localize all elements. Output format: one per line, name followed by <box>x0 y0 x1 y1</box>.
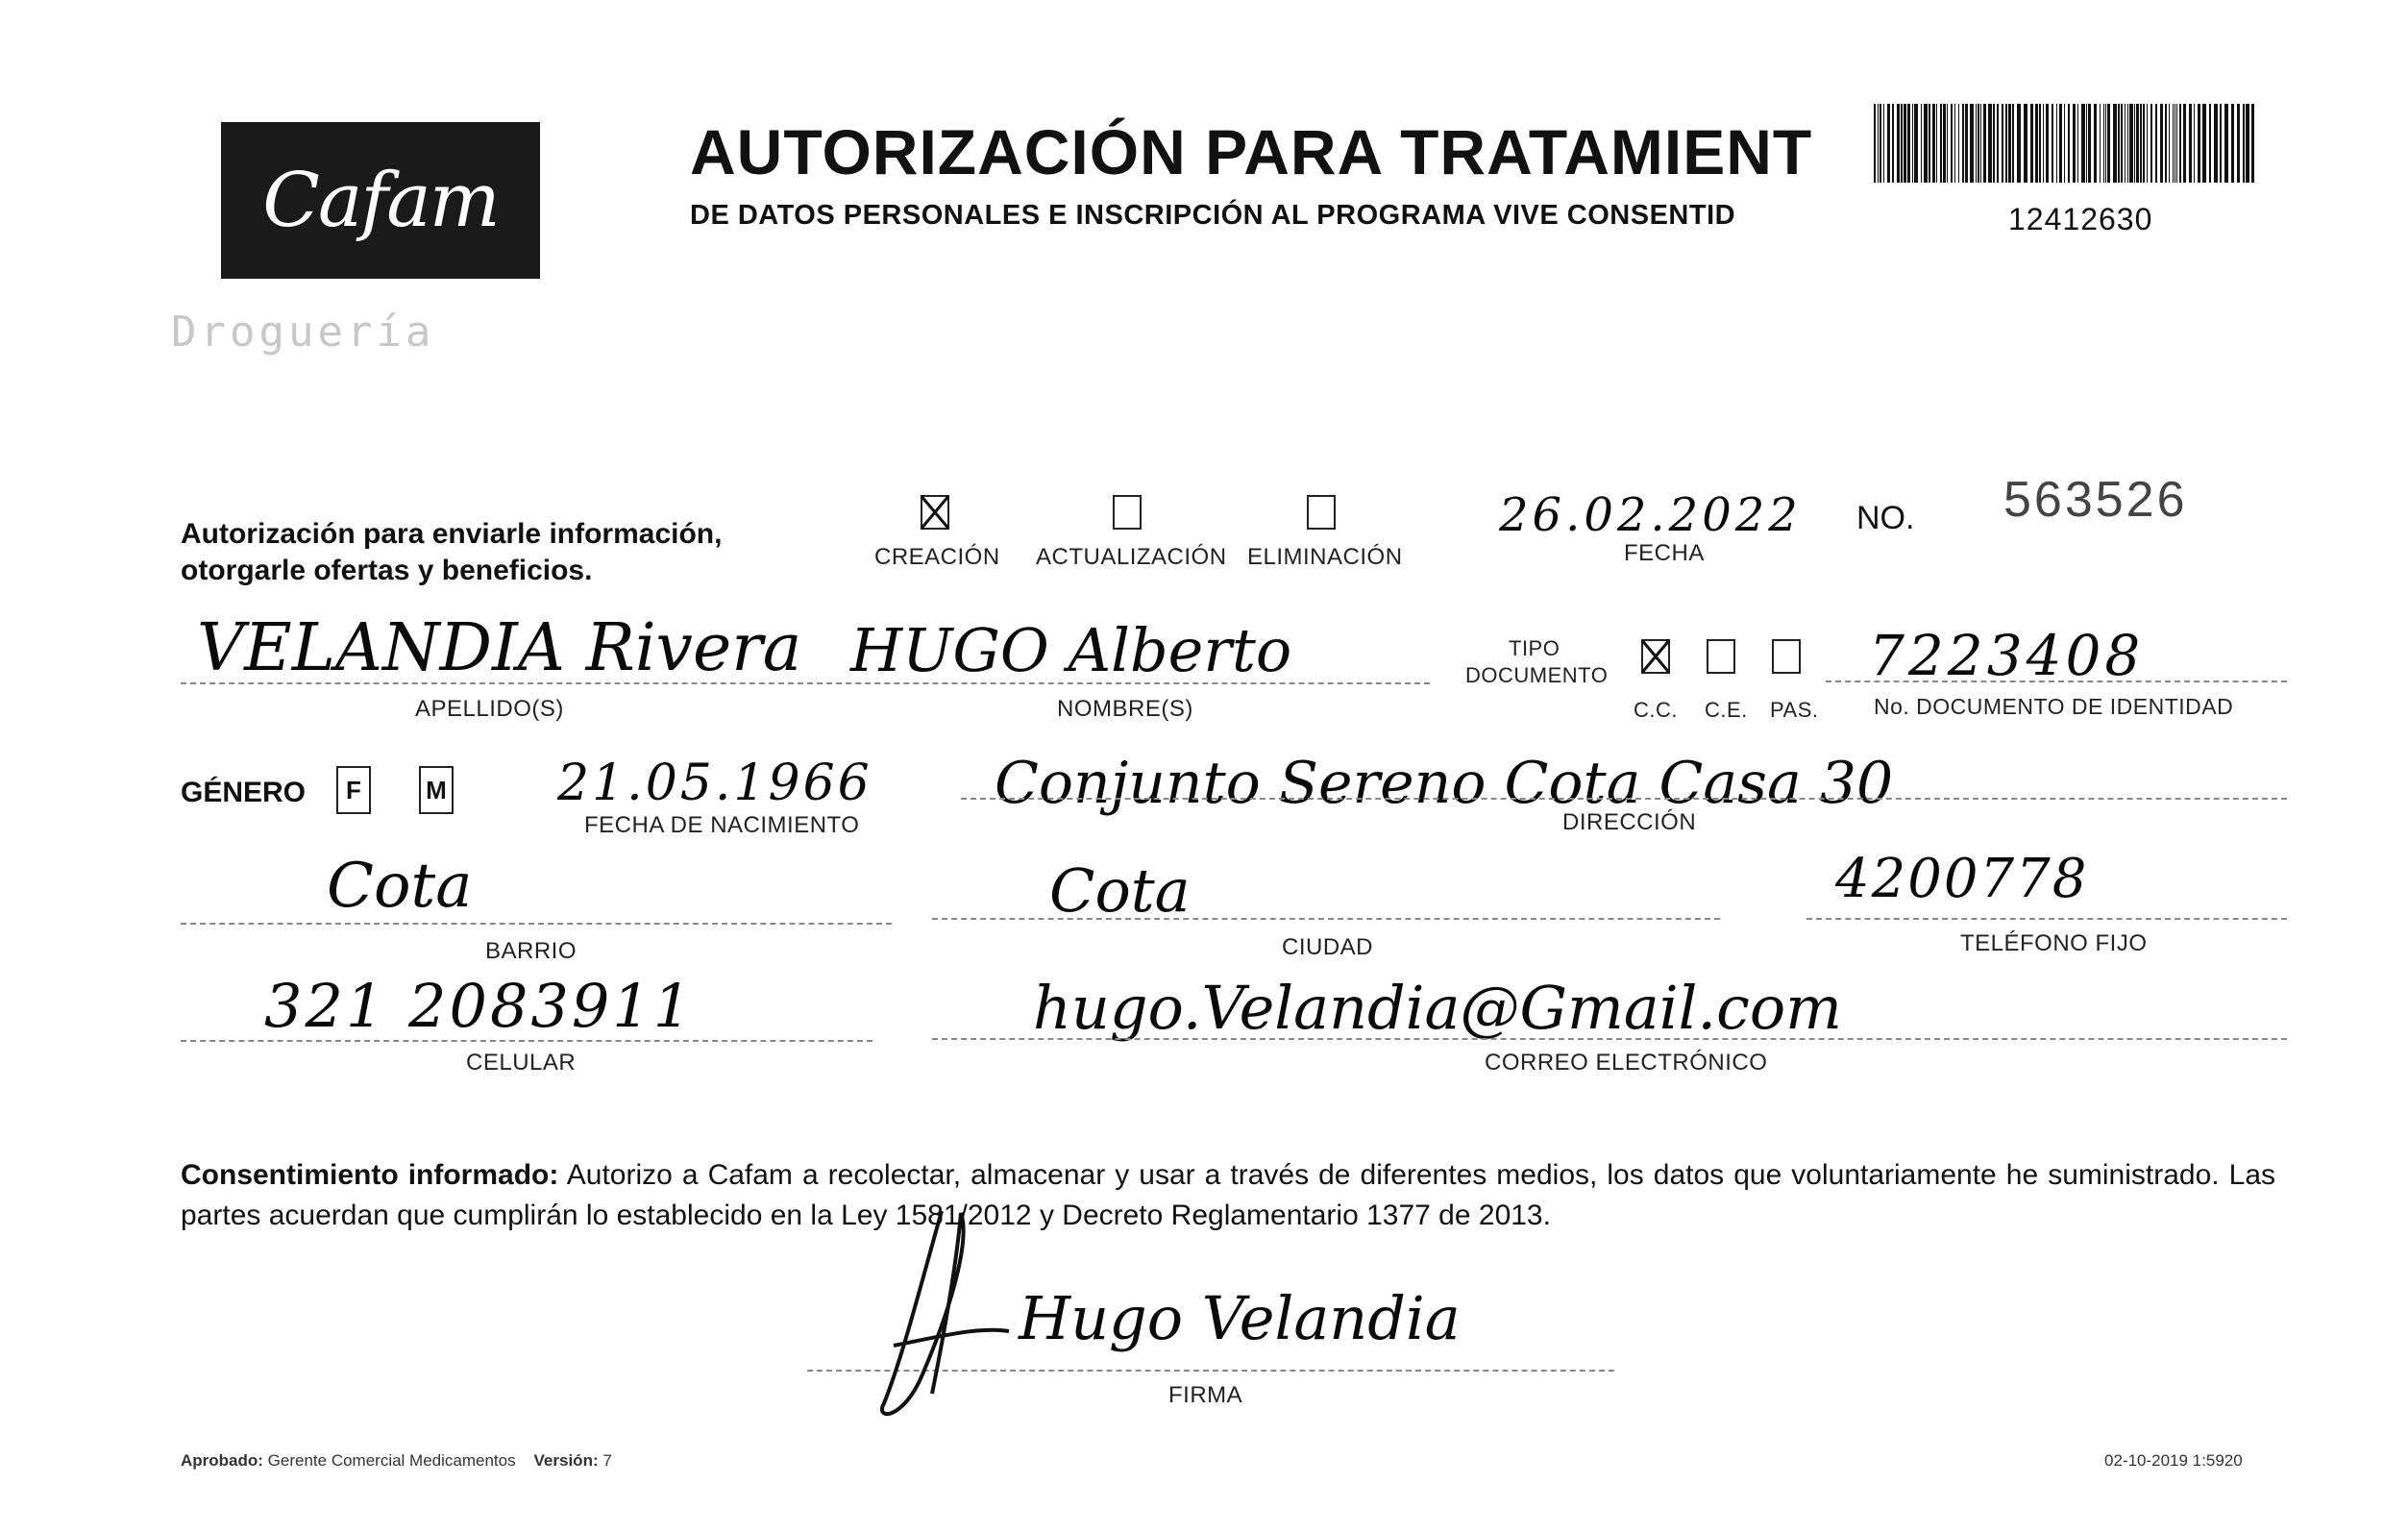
barcode-bar <box>2056 104 2057 183</box>
barcode-bar <box>2008 104 2011 183</box>
aprobado-label: Aprobado: <box>181 1451 263 1470</box>
form-subtitle: DE DATOS PERSONALES E INSCRIPCIÓN AL PROGRAMA VIVE CONSENTID <box>690 200 1736 231</box>
barcode-bar <box>2165 104 2167 183</box>
eliminacion-checkbox[interactable] <box>1307 495 1336 530</box>
barcode-bar <box>2147 104 2148 183</box>
barcode-bar <box>1883 104 1884 183</box>
barcode-bar <box>1962 104 1964 183</box>
documento-label: No. DOCUMENTO DE IDENTIDAD <box>1874 694 2234 719</box>
creacion-checkbox[interactable] <box>921 495 949 530</box>
creacion-label: CREACIÓN <box>874 544 1000 570</box>
cafam-logo <box>221 122 540 279</box>
aprobado-value: Gerente Comercial Medicamentos <box>267 1451 516 1470</box>
barcode-bar <box>1951 104 1953 183</box>
barcode-bar <box>2012 104 2014 183</box>
barcode-bar <box>2059 104 2062 183</box>
barcode-number: 12412630 <box>2008 202 2153 236</box>
authorization-label-line2: otorgarle ofertas y beneficios. <box>181 555 593 586</box>
barcode-bar <box>1929 104 1930 183</box>
documento-value[interactable]: 7223408 <box>1869 623 2145 688</box>
nombres-value[interactable]: HUGO Alberto <box>850 615 1292 685</box>
pas-checkbox[interactable] <box>1772 639 1801 674</box>
barcode-bar <box>1983 104 1986 183</box>
barcode-bar <box>2183 104 2186 183</box>
barcode-bar <box>1901 104 1903 183</box>
barcode-bar <box>2068 104 2070 183</box>
barcode-bar <box>2237 104 2240 183</box>
barcode-bar <box>2251 104 2254 183</box>
name-line <box>181 682 1430 684</box>
nacimiento-value[interactable]: 21.05.1966 <box>557 755 872 812</box>
barcode-bar <box>2136 104 2139 183</box>
direccion-value[interactable]: Conjunto Sereno Cota Casa 30 <box>995 750 1894 817</box>
barcode-bar <box>2214 104 2218 183</box>
barcode-bar <box>2030 104 2033 183</box>
actualizacion-checkbox[interactable] <box>1113 495 1142 530</box>
footer-right: 02-10-2019 1:5920 <box>2104 1451 2243 1470</box>
correo-line <box>932 1038 2287 1040</box>
barcode-bar <box>2086 104 2087 183</box>
actualizacion-label: ACTUALIZACIÓN <box>1036 544 1227 570</box>
barcode-bar <box>1954 104 1955 183</box>
barcode-bar <box>1947 104 1948 183</box>
genero-label: GÉNERO <box>181 777 307 808</box>
barcode-bar <box>2103 104 2104 183</box>
barrio-value[interactable]: Cota <box>327 851 473 922</box>
barcode-bar <box>2140 104 2142 183</box>
version-value: 7 <box>602 1451 612 1470</box>
barcode-bar <box>2100 104 2101 183</box>
barcode-bar <box>1878 104 1879 183</box>
barcode-bar <box>1880 104 1881 183</box>
genero-f-label: F <box>346 775 361 804</box>
telefono-value[interactable]: 4200778 <box>1835 848 2089 910</box>
barcode-bar <box>1970 104 1974 183</box>
ce-checkbox[interactable] <box>1707 639 1735 674</box>
consent-text: Autorizo a Cafam a recolectar, almacenar y usar a través de diferentes medios, los datos que voluntariamente he suministrado. Las partes acuerdan que cumplirán lo establecido en la Ley 1581/2012 y Decreto Reglamentario 1377 de 2013. <box>181 1159 2275 1231</box>
barcode-bar <box>2198 104 2200 183</box>
barcode-bar <box>2169 104 2170 183</box>
barcode-bar <box>2005 104 2007 183</box>
barcode-bar <box>2134 104 2135 183</box>
ciudad-value[interactable]: Cota <box>1049 855 1191 926</box>
tipo-documento-label-1: TIPO <box>1509 636 1560 660</box>
celular-value[interactable]: 321 2083911 <box>264 971 695 1041</box>
direccion-label: DIRECCIÓN <box>1562 809 1697 835</box>
fecha-value[interactable]: 26.02.2022 <box>1499 488 1802 542</box>
barcode-bar <box>1980 104 1981 183</box>
barcode-bar <box>2160 104 2163 183</box>
barrio-label: BARRIO <box>485 938 577 964</box>
barcode-bar <box>1892 104 1894 183</box>
direccion-line <box>961 798 2287 800</box>
barcode-bar <box>2173 104 2174 183</box>
barcode-bar <box>2064 104 2065 183</box>
barcode-bar <box>1978 104 1979 183</box>
footer-left <box>181 1451 612 1471</box>
barcode-bar <box>2176 104 2177 183</box>
barcode-bar <box>1897 104 1900 183</box>
barcode-bar <box>1997 104 1999 183</box>
barcode-bar <box>1940 104 1942 183</box>
barcode-bar <box>2088 104 2091 183</box>
apellidos-label: APELLIDO(S) <box>415 696 564 722</box>
barcode-bar <box>1993 104 1995 183</box>
barcode-bar <box>1976 104 1977 183</box>
barcode-bar <box>2052 104 2053 183</box>
barcode-bar <box>1907 104 1910 183</box>
drogueria-stamp: Droguería <box>171 308 435 357</box>
barcode-bar <box>2107 104 2110 183</box>
barcode-bar <box>2039 104 2041 183</box>
barcode-bar <box>2150 104 2152 183</box>
barcode-bar <box>2129 104 2133 183</box>
barcode-bar <box>1958 104 1959 183</box>
authorization-label <box>181 516 722 589</box>
consent-heading: Consentimiento informado: <box>181 1159 559 1191</box>
barcode-bar <box>2017 104 2021 183</box>
barcode-bar <box>1943 104 1946 183</box>
celular-label: CELULAR <box>466 1050 577 1076</box>
barcode-bar <box>1965 104 1968 183</box>
eliminacion-label: ELIMINACIÓN <box>1247 544 1403 570</box>
barcode-bar <box>2209 104 2211 183</box>
firma-label: FIRMA <box>1168 1382 1243 1408</box>
barcode-bar <box>2202 104 2206 183</box>
genero-m-box[interactable] <box>419 766 454 814</box>
barcode-bar <box>1932 104 1935 183</box>
apellidos-value[interactable]: VELANDIA Rivera <box>197 610 802 686</box>
barcode-bar <box>1874 104 1876 183</box>
nacimiento-label: FECHA DE NACIMIENTO <box>584 812 860 838</box>
barcode-bar <box>2077 104 2078 183</box>
barcode-bar <box>2113 104 2117 183</box>
barcode-bar <box>2035 104 2038 183</box>
correo-value[interactable]: hugo.Velandia@Gmail.com <box>1033 973 1842 1043</box>
celular-line <box>181 1040 872 1042</box>
barcode-bar <box>1914 104 1918 183</box>
barcode-bar <box>1904 104 1906 183</box>
documento-line <box>1826 680 2287 682</box>
barcode-bar <box>2231 104 2234 183</box>
barcode-bar <box>2189 104 2192 183</box>
barcode-bar <box>2143 104 2145 183</box>
barcode-bar <box>2105 104 2106 183</box>
barcode-bar <box>2194 104 2195 183</box>
barcode-bar <box>2121 104 2123 183</box>
tipo-documento-label-2: DOCUMENTO <box>1465 663 1609 687</box>
version-label: Versión: <box>533 1451 599 1470</box>
barcode-bar <box>2094 104 2097 183</box>
barcode-bar <box>2179 104 2181 183</box>
barcode-bar <box>2002 104 2003 183</box>
barcode-bar <box>1988 104 1992 183</box>
barcode-bar <box>2118 104 2120 183</box>
telefono-line <box>1806 918 2287 920</box>
barrio-line <box>181 923 892 925</box>
barcode-bar <box>1924 104 1928 183</box>
genero-m-label: M <box>426 775 447 804</box>
barcode-bar <box>2246 104 2249 183</box>
barcode-bar <box>1936 104 1937 183</box>
barcode-bar <box>1912 104 1913 183</box>
barcode-bar <box>2243 104 2245 183</box>
no-value: 563526 <box>2003 472 2188 528</box>
logo-text: Cafam <box>262 157 499 244</box>
ciudad-label: CIUDAD <box>1282 934 1374 960</box>
barcode-bar <box>2127 104 2128 183</box>
cc-checkbox[interactable] <box>1641 639 1670 674</box>
ciudad-line <box>932 918 1720 920</box>
barcode-bar <box>2220 104 2222 183</box>
ce-label: C.E. <box>1705 698 1748 722</box>
pas-label: PAS. <box>1770 698 1819 722</box>
barcode-bar <box>2024 104 2027 183</box>
telefono-label: TELÉFONO FIJO <box>1960 930 2148 956</box>
barcode-bar <box>2155 104 2157 183</box>
barcode-bar <box>2073 104 2076 183</box>
barcode-bar <box>1921 104 1922 183</box>
barcode-bar <box>2081 104 2085 183</box>
barcode-bar <box>2046 104 2049 183</box>
signature: Hugo Velandia <box>1019 1283 1461 1353</box>
genero-f-box[interactable] <box>336 766 371 814</box>
nombres-label: NOMBRE(S) <box>1057 696 1193 722</box>
authorization-label-line1: Autorización para enviarle información, <box>181 518 723 550</box>
form-title: AUTORIZACIÓN PARA TRATAMIENT <box>690 116 1813 187</box>
barcode-bar <box>2224 104 2228 183</box>
correo-label: CORREO ELECTRÓNICO <box>1485 1050 1768 1076</box>
cc-label: C.C. <box>1634 698 1678 722</box>
fecha-label: FECHA <box>1624 540 1705 566</box>
barcode <box>1874 104 2258 183</box>
barcode-bar <box>2043 104 2044 183</box>
no-label: NO. <box>1856 500 1915 536</box>
barcode-bar <box>1887 104 1890 183</box>
